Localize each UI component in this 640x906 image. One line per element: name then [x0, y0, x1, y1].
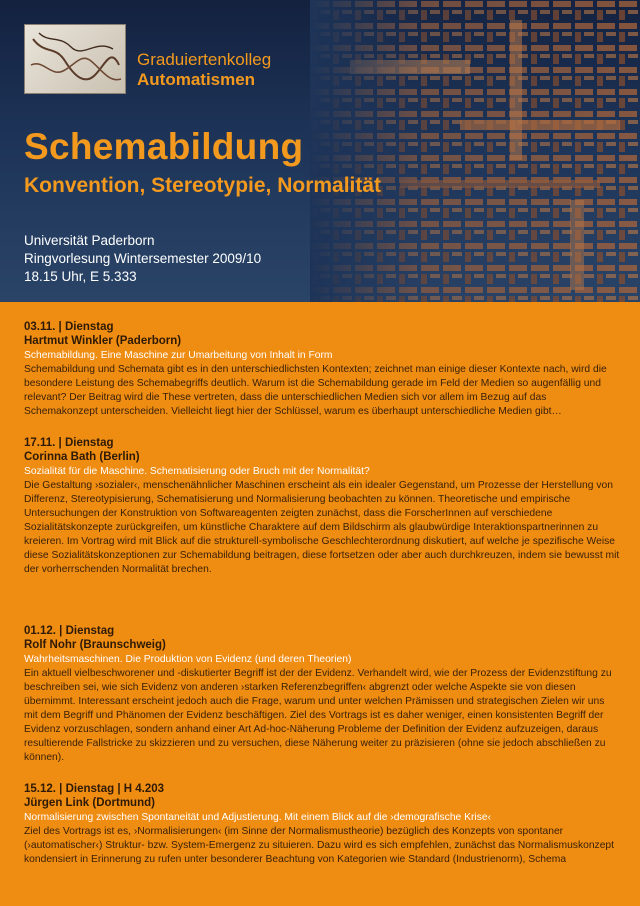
lecture-speaker: Rolf Nohr (Braunschweig) — [24, 639, 166, 651]
time-and-room: 18.15 Uhr, E 5.333 — [24, 269, 137, 284]
lecture-abstract: Schemabildung und Schemata gibt es in den unterschiedlichsten Kontexten; zeichnet man einige dieser Kontexte nach, wird die besondere Leistung des Schemabegriffs deutlich. Warum ist die Schemabildung gerade im Feld der Medien so augenfällig und relevant? Der Beitrag wird die These vertreten, dass die unterschiedlichen Medien sich vor allem im Bezug auf das Schemakonzept unterscheiden. Vielleicht liegt hier der Schlüssel, warum es überhaupt unterschiedliche Medien gibt… — [24, 364, 607, 417]
lecture-date: 01.12. | Dienstag — [24, 625, 115, 637]
lecture-list — [24, 320, 620, 867]
lecture-series: Ringvorlesung Wintersemester 2009/10 — [24, 251, 262, 266]
lecture-date: 17.11. | Dienstag — [24, 437, 114, 449]
lecture-item — [24, 436, 620, 624]
lecture-speaker: Jürgen Link (Dortmund) — [24, 797, 155, 809]
university: Universität Paderborn — [24, 233, 155, 248]
circuit-pattern — [310, 0, 640, 302]
lecture-item — [24, 624, 620, 782]
kolleg-line-2: Automatismen — [137, 70, 256, 89]
graduate-school-name — [137, 50, 271, 90]
lecture-topic: Wahrheitsmaschinen. Die Produktion von Evidenz (und deren Theorien) — [24, 654, 352, 665]
kolleg-line-1: Graduiertenkolleg — [137, 50, 272, 69]
lecture-abstract: Ein aktuell vielbeschworener und -diskutierter Begriff ist der der Evidenz. Verhandelt wird, wie der Prozess der Evidenzstiftung zu beschreiben sei, wie sich Evidenz von anderen ›starken Referenzbegriffen‹ abgrenzt oder welche Aspekte sie von diesen übernimmt. Interessant erscheint jedoch auch die Frage, warum und unter welchen Prämissen und strategischen Zielen wir uns mit dem Begriff und Phänomen der Evidenz beschäftigen. Ziel des Vortrags ist es daher weniger, einen konsistenten Begriff der Evidenz vorzuschlagen, sondern anhand einer Art Ad-hoc-Näherung Probleme der Definition der Evidenz aufzuzeigen, daraus resultierende Fallstricke zu skizzieren und zu versuchen, diese Näherung weiter zu präzisieren (ohne sie jedoch abschließen zu können). — [24, 668, 612, 763]
page-subtitle: Konvention, Stereotypie, Normalität — [24, 174, 382, 197]
page-title: Schemabildung — [24, 126, 304, 167]
header-banner — [0, 0, 640, 302]
lecture-abstract: Die Gestaltung ›sozialer‹, menschenähnlicher Maschinen erscheint als ein idealer Gegenstand, um Prozesse der Herstellung von Differenz, Stereotypisierung, Schematisierung und Normalisierung beobachten zu können. Theoretische und empirische Untersuchungen der Konstruktion von Softwareagenten zeigten zunächst, dass die ForscherInnen auf verschiedene Sozialitätskonzepte zurückgreifen, um künstliche Charaktere auf dem Bildschirm als glaubwürdige Interaktionspartnerinnen zu kreieren. Im Vortrag wird mit Blick auf die strukturell-symbolische Geschlechterordnung diskutiert, auf welche je spezifische Weise diese Sozialitätskonzeptionen zur Schemabildung beitragen, diese fortsetzen oder aber auch durchkreuzen, indem sie bewusst mit der vorherrschenden Normalität brechen. — [24, 480, 620, 575]
lecture-topic: Schemabildung. Eine Maschine zur Umarbeitung von Inhalt in Form — [24, 350, 333, 361]
lecture-abstract: Ziel des Vortrags ist es, ›Normalisierungen‹ (im Sinne der Normalismustheorie) bezüglich des Konzepts von spontaner (›automatischer‹) Struktur- bzw. System-Emergenz zu situieren. Dazu wird es sich empfehlen, zunächst das Normalismuskonzept kondensiert in Erinnerung zu rufen unter besonderer Beachtung von Kategorien wie Standard (Industrienorm), Schema — [24, 826, 615, 865]
lecture-speaker: Hartmut Winkler (Paderborn) — [24, 335, 182, 347]
logo-image — [24, 24, 126, 94]
lecture-topic: Sozialität für die Maschine. Schematisierung oder Bruch mit der Normalität? — [24, 466, 370, 477]
event-info — [24, 232, 261, 286]
lecture-date: 03.11. | Dienstag — [24, 321, 114, 333]
lecture-item — [24, 320, 620, 436]
lecture-speaker: Corinna Bath (Berlin) — [24, 451, 140, 463]
lecture-item — [24, 782, 620, 867]
lecture-topic: Normalisierung zwischen Spontaneität und Adjustierung. Mit einem Blick auf die ›demografische Krise‹ — [24, 812, 492, 823]
lecture-date: 15.12. | Dienstag | H 4.203 — [24, 783, 165, 795]
